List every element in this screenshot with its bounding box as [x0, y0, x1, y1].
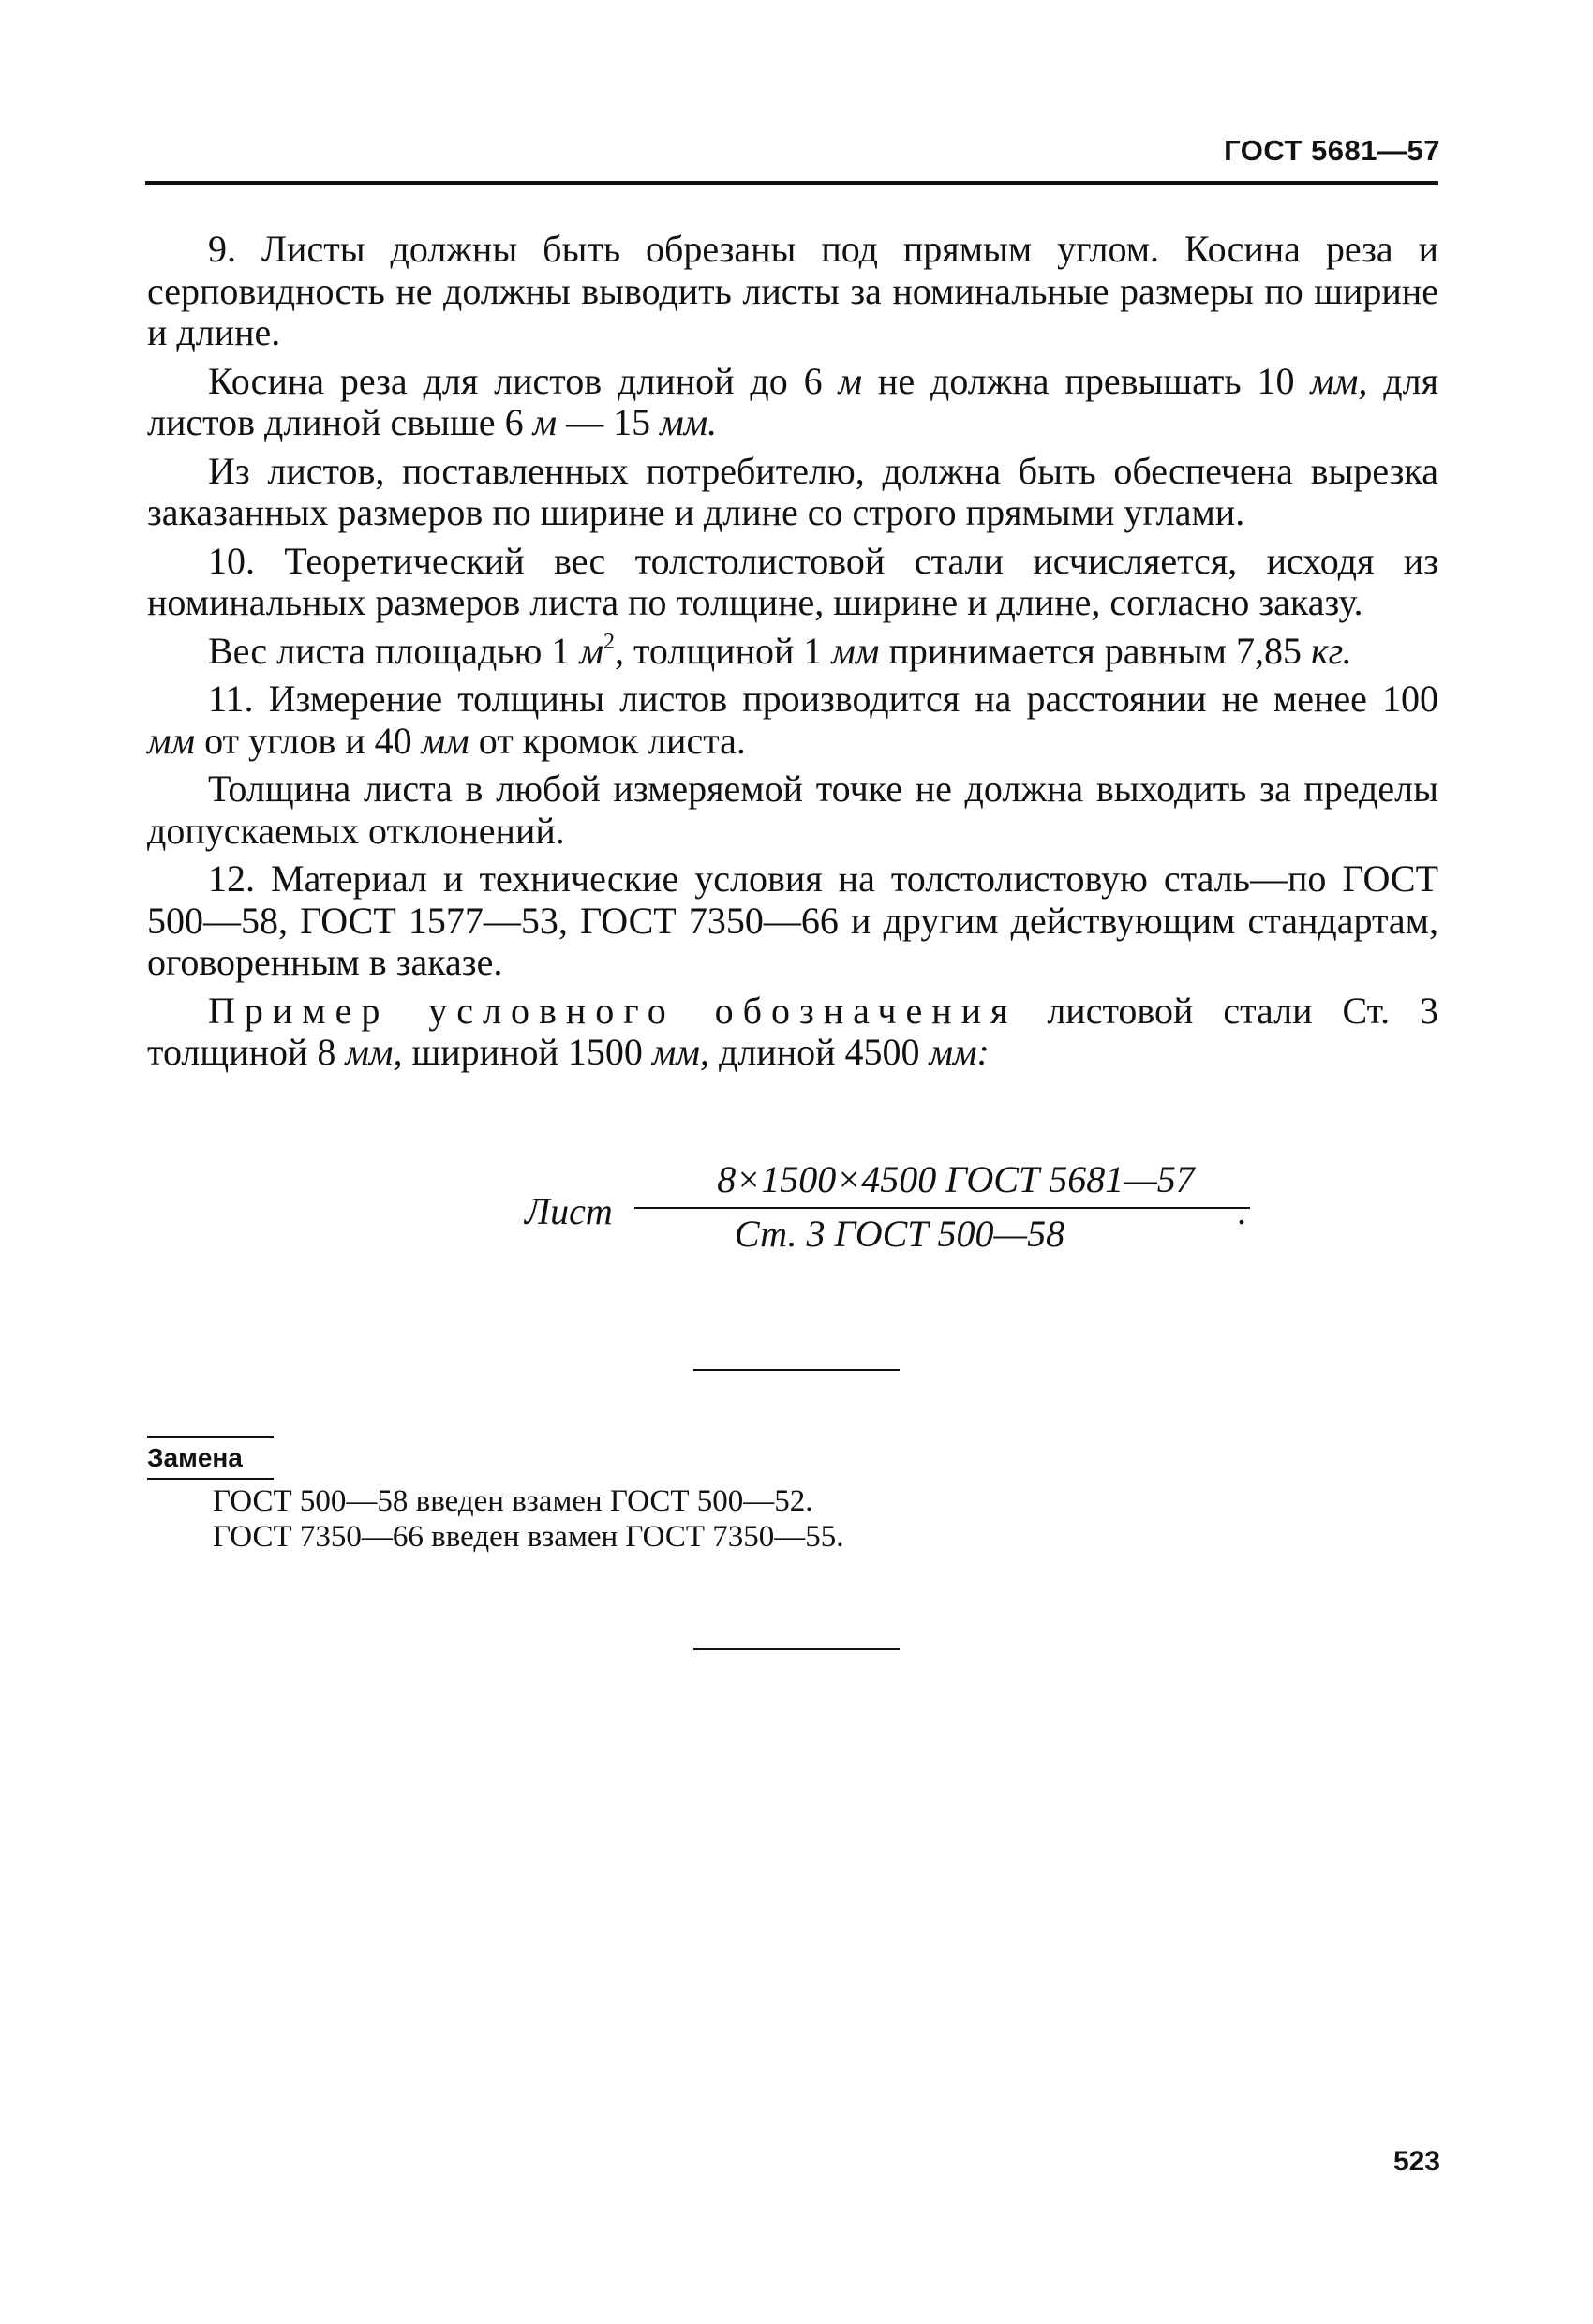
- section-divider: [693, 1648, 900, 1650]
- text-segment: от кромок листа.: [469, 719, 746, 762]
- formula-numerator: 8×1500×4500 ГОСТ 5681—57: [717, 1158, 1195, 1200]
- text-segment: шириной 1500: [402, 1031, 652, 1073]
- superscript: 2: [603, 629, 615, 654]
- text-segment: листовой стали Ст. 3 толщиной 8: [147, 989, 1438, 1073]
- text-segment: 11. Измерение толщины листов производится на расстоянии не менее 100: [208, 678, 1438, 720]
- text-segment: длиной 4500: [708, 1031, 930, 1073]
- page-number: 523: [1392, 2146, 1440, 2177]
- footnote-rule: [147, 1436, 274, 1438]
- text-segment: принимается равным 7,85: [879, 629, 1311, 672]
- text-segment: от углов и 40: [195, 719, 422, 762]
- unit-label: мм: [421, 719, 469, 762]
- text-segment: , толщиной 1: [614, 629, 832, 672]
- replacement-line: ГОСТ 7350—66 введен взамен ГОСТ 7350—55.: [213, 1520, 844, 1554]
- formula-lead: Лист: [525, 1190, 613, 1232]
- unit-label: мм,: [1310, 359, 1368, 402]
- formula-denominator: Ст. 3 ГОСТ 500—58: [734, 1213, 1065, 1255]
- paragraph-9: 9. Листы должны быть обрезаны под прямым углом. Косина реза и серповидность не должны выводить листы за номинальные размеры по ширине и длине.: [147, 228, 1438, 353]
- fraction-bar: [634, 1207, 1250, 1209]
- formula-end: .: [1237, 1190, 1246, 1232]
- paragraph-11-thickness: Толщина листа в любой измеряемой точке не должна выходить за пределы допускаемых отклонений.: [147, 767, 1438, 852]
- section-divider: [693, 1369, 900, 1371]
- text-segment: Косина реза для листов длиной до 6: [208, 359, 839, 402]
- paragraph-10: 10. Теоретический вес толстолистовой стали исчисляется, исходя из номинальных размеров листа по толщине, ширине и длине, согласно заказу.: [147, 539, 1438, 623]
- text-segment: — 15: [557, 401, 661, 443]
- unit-label: м: [579, 629, 603, 672]
- replacement-list: [213, 1483, 844, 1555]
- paragraph-example: [147, 991, 1438, 1074]
- unit-label: м: [532, 401, 558, 443]
- unit-label: мм,: [345, 1031, 403, 1073]
- text-segment: Вес листа площадью 1: [208, 629, 580, 672]
- text-segment: не должна превышать 10: [862, 359, 1311, 402]
- footnote-rule: [147, 1478, 274, 1480]
- text-segment: для листов длиной свыше 6: [147, 359, 1439, 443]
- paragraph-9-cut-tolerance: [147, 361, 1438, 444]
- unit-label: мм: [831, 629, 880, 672]
- unit-label: мм.: [660, 401, 718, 443]
- unit-label: мм,: [651, 1031, 709, 1073]
- paragraph-12: 12. Материал и технические условия на толстолистовую сталь—по ГОСТ 500—58, ГОСТ 1577—53, ГОСТ 7350—66 и другим действующим стандартам, оговоренным в заказе.: [147, 857, 1438, 983]
- paragraph-10-weight: [147, 631, 1438, 673]
- unit-label: мм:: [929, 1031, 990, 1073]
- spaced-heading: Пример условного обозначения: [208, 989, 1018, 1032]
- paragraph-11: [147, 678, 1438, 762]
- designation-formula: [525, 1157, 1274, 1255]
- unit-label: м: [838, 359, 863, 402]
- document-header-title: ГОСТ 5681—57: [1224, 134, 1440, 167]
- body-text: [147, 229, 1438, 1074]
- header-rule: [145, 181, 1438, 185]
- replacement-line: ГОСТ 500—58 введен взамен ГОСТ 500—52.: [213, 1484, 813, 1518]
- paragraph-9-cutting: Из листов, поставленных потребителю, должна быть обеспечена вырезка заказанных размеров по ширине и длине со строго прямыми углами.: [147, 449, 1438, 533]
- unit-label: мм: [147, 719, 196, 762]
- unit-label: кг.: [1310, 629, 1352, 672]
- replacement-label: Замена: [147, 1443, 243, 1472]
